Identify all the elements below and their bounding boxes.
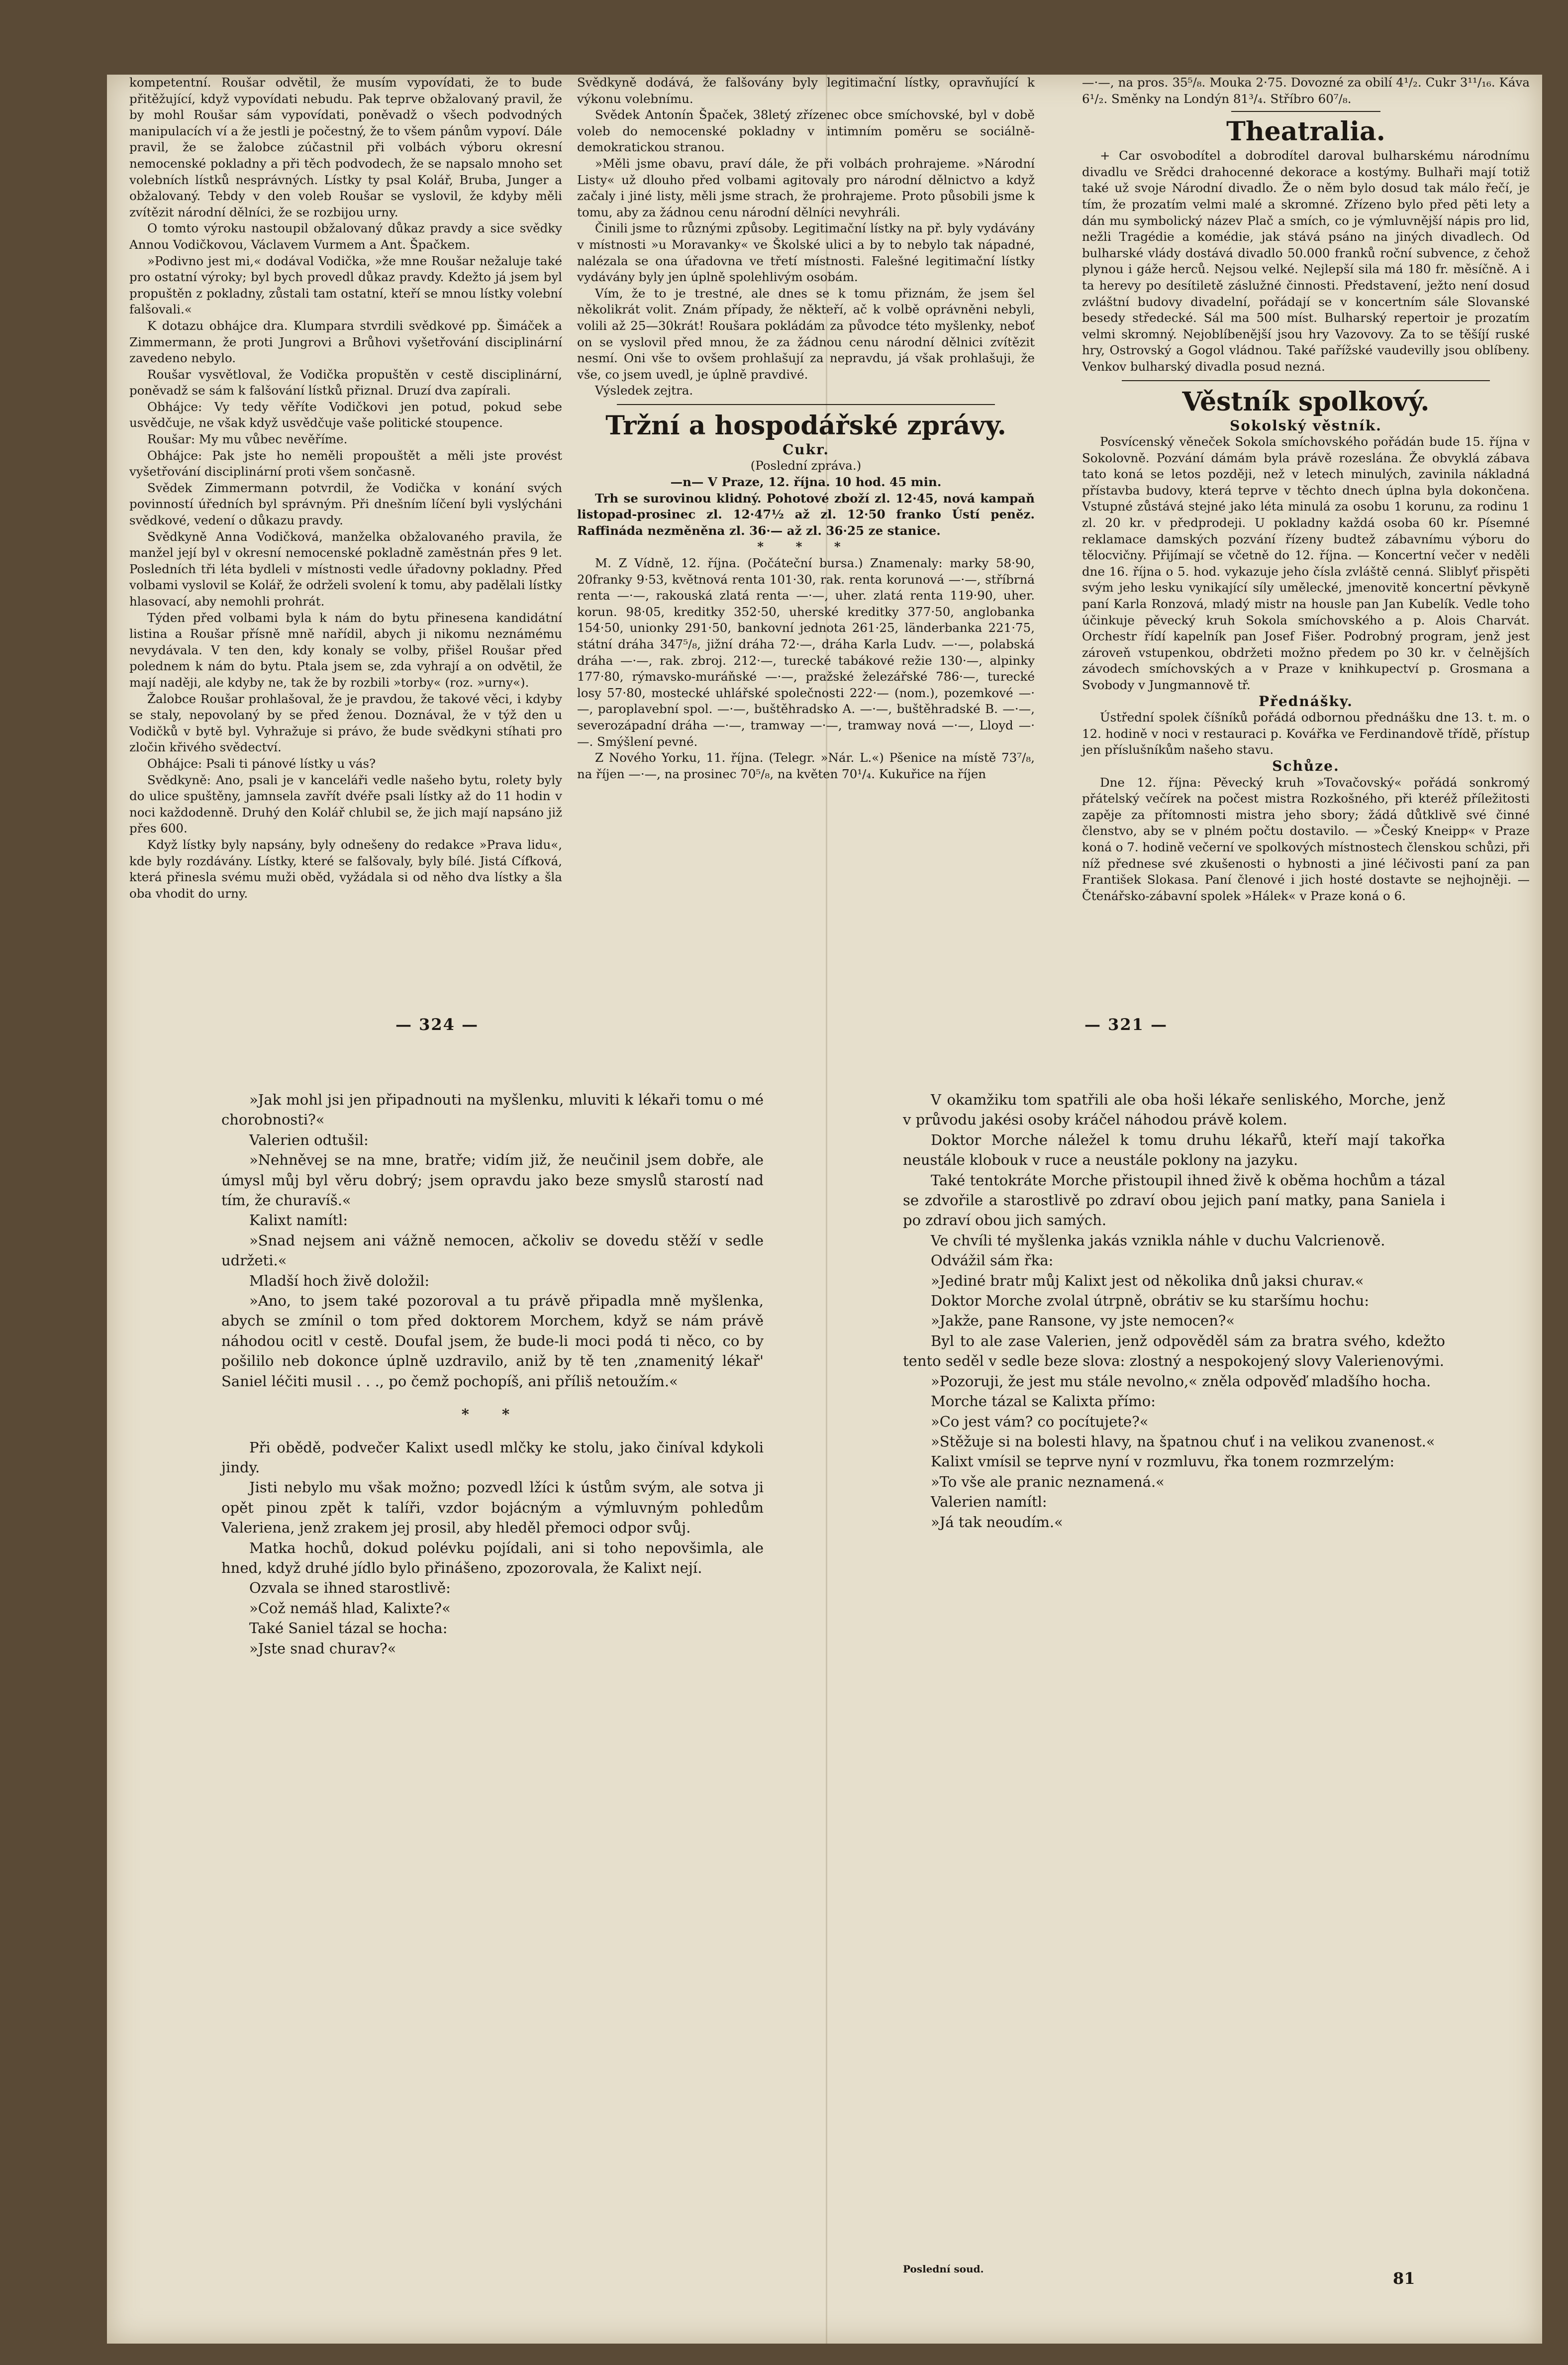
paragraph: Svědkyně Anna Vodičková, manželka obžalovaného pravila, že manžel její byl v okresní nemocenské pokladně zaměstnán přes 9 let. Posledních tři léta bydleli v místnosti vedle úřadovny pokladny. Před volbami vyslovil se Kolář, že održeli svolení k tomu, aby padělali lístky hlasovací, aby nemohli prohrát.: [129, 529, 563, 609]
sugar-dateline: —n— V Praze, 12. října. 10 hod. 45 min.: [670, 475, 942, 490]
story-paragraph: »Jediné bratr můj Kalixt jest od několika dnů jaksi churav.«: [931, 1272, 1364, 1289]
paragraph: »Měli jsme obavu, praví dále, že při volbách prohrajeme. »Národní Listy« už dlouho před volbami agitovaly pro národní dělnictvo a když začaly i jiné listy, měli jsme strach, že prohrajeme. Proto působili jsme k tomu, aby za žádnou cenu národní dělníci nevyhráli.: [577, 156, 1035, 219]
section-heading: Tržní a hospodářské zprávy.: [605, 410, 1006, 441]
story-paragraph: Také Saniel tázal se hocha:: [249, 1620, 448, 1637]
vienna-exchange: M. Z Vídně, 12. října. (Počáteční bursa.) Znamenaly: marky 58·90, 20franky 9·53, květnová renta 101·30, rak. renta korunová —·—, stříbrná renta —·—, rakouská zlatá renta —·—, uher. zlatá renta 119·90, uher. korun. 98·05, kreditky 352·50, uherské kreditky 377·50, anglobanka 154·50, unionky 291·50, bankovní jednota 261·25, länderbanka 221·75, státní dráha 347⁵/₈, jižní dráha 72·—, dráha Karla Ludv. —·—, polabská dráha —·—, rak. zbroj. 212·—, turecké tabákové režie 130·—, alpinky 177·80, rýmavsko-muráňské —·—, pražské železářské 786·—, turecké losy 57·80, mostecké uhlářské společnosti 222·— (nom.), pozemkové —·—, paroplavební spol. —·—, buštěhradsko A. —·—, buštěhradské B. —·—, severozápadní dráha —·—, tramway —·—, tramway nová —·—, Lloyd —·—. Smýšlení pevné.: [577, 556, 1035, 749]
paragraph: Obhájce: Vy tedy věříte Vodičkovi jen potud, pokud sebe usvědčuje, ne však když usvědčuje vaše politické stoupence.: [129, 399, 562, 430]
theatre-text: + Car osvobodítel a dobrodítel daroval bulharskému národnímu divadlu ve Srědci drahocenné dekorace a kostýmy. Bulhaři mají totiž také už svoje Národní divadlo. Že o něm bylo dosud tak málo řečí, je tím, že prozatím velmi malé a skromné. Zřízeno bylo před pěti lety a dán mu symbolický název Plač a smích, co je výmluvnější nápis pro lid, nežli Tragédie a komédie, jak stává psáno na jiných divadlech. Od bulharské vlády dostává divadlo 50.000 franků roční subvence, z čehož plynou i gáže herců. Nejsou velké. Nejlepší sila má 180 fr. měsíčně. A i ta herevy po desítiletě záslužné činnosti. Představení, ježto není dosud zvláštní budovy divadelní, pořádají se v koncertním sále Slovanské besedy středecké. Sál ma 500 míst. Bulharský repertoir je prozatím velmi skromný. Nejoblíbenější jsou hry Vazovovy. Za to se těšíjí ruské hry, Ostrovský a Gogol vládnou. Také pařížské vaudevilly jsou oblíbeny. Venkov bulharský divadla posud nezná.: [1082, 148, 1530, 374]
paragraph: Výsledek zejtra.: [595, 383, 693, 398]
story-paragraph: Při obědě, podvečer Kalixt usedl mlčky ke stolu, jako činíval kdykoli jindy.: [221, 1439, 764, 1476]
story-paragraph: Valerien namítl:: [931, 1493, 1047, 1511]
story-paragraph: Jisti nebylo mu však možno; pozvedl lžíci k ústům svým, ale sotva ji opět pinou zpět k talíři, vzdor bojácným a výmluvným pohledům Valeriena, jenž zrakem jej prosil, aby hleděl přemoci odpor svůj.: [221, 1479, 764, 1537]
story-paragraph: Mladší hoch živě doložil:: [249, 1272, 430, 1289]
story-paragraph: Matka hochů, dokud polévku pojídali, ani si toho nepovšimla, ale hned, když druhé jídlo bylo přinášeno, zpozorovala, že Kalixt nejí.: [221, 1539, 764, 1576]
story-paragraph: Doktor Morche náležel k tomu druhu lékařů, kteří mají takořka neustále klobouk v ruce a neustále poklony na jazyku.: [903, 1131, 1445, 1169]
divider: [1122, 380, 1490, 381]
sugar-report: Trh se surovinou klidný. Pohotové zboží zl. 12·45, nová kampaň listopad-prosinec zl. 12·47½ až zl. 12·50 franko Ústí peněz. Raffináda nezměněna zl. 36·— až zl. 36·25 ze stanice.: [577, 491, 1035, 538]
paragraph: Svědek Antonín Špaček, 38letý zřízenec obce smíchovské, byl v době voleb do nemocenské pokladny v intimním poměru se sociálně-demokratickou stranou.: [577, 107, 1035, 155]
signature-footer: Poslední soud.: [903, 2263, 984, 2275]
separator-stars: * * *: [757, 539, 855, 554]
divider: [1231, 111, 1380, 112]
paragraph: kompetentní. Roušar odvětil, že musím vypovídati, že to bude přitěžující, když vypovídati nebudu. Pak teprve obžalovaný pravil, že by mohl Roušar sám vypovídati, poněvadž o všech podvodných manipulacích ví a že jestli je počestný, že to všem pánům vypoví. Dále pravil, že se žalobce zúčastnil při volbách výboru okresní nemocenské pokladny a při těch podvodech, že se napsalo mnoho set volebních lístků nesprávných. Lístky ty psal Kolář, Bruba, Junger a obžalovaný. Tebdy v den voleb Roušar se vyslovil, že kdyby měli zvítězit národní dělníci, že se rozbijou urny.: [129, 75, 562, 219]
story-paragraph: Kalixt namítl:: [249, 1212, 348, 1229]
meetings-heading: Schůze.: [1272, 757, 1340, 774]
story-paragraph: Morche tázal se Kalixta přímo:: [931, 1393, 1156, 1410]
newyork-report: Z Nového Yorku, 11. října. (Telegr. »Nár. L.«) Pšenice na místě 73⁷/₈, na říjen —·—, na prosinec 70⁵/₈, na květen 70¹/₄. Kukuřice na říjen: [577, 750, 1035, 781]
newspaper-spread: [107, 75, 1542, 2344]
column-market-reports: [577, 75, 1035, 782]
sheet-number: 81: [1393, 2269, 1415, 2288]
story-paragraph: Také tentokráte Morche přistoupil ihned živě k oběma hochům a tázal se zdvořile a starostlivě po zdraví obou jejich paní matky, pana Saniela i po zdraví obou jich samých.: [903, 1171, 1445, 1229]
story-paragraph: »Jak mohl jsi jen připadnouti na myšlenku, mluviti k lékaři tomu o mé chorobnosti?«: [221, 1091, 764, 1129]
story-left-page: [221, 1090, 764, 1658]
story-paragraph: Ve chvíli té myšlenka jakás vznikla náhle v duchu Valcrienově.: [931, 1232, 1385, 1249]
paragraph: Roušar vysvětloval, že Vodička propuštěn v cestě disciplinární, poněvadž se sám k falšování lístků přiznal. Druzí dva zapírali.: [129, 367, 562, 398]
story-paragraph: Kalixt vmísil se teprve nyní v rozmluvu, řka tonem rozmrzelým:: [931, 1453, 1395, 1470]
paragraph: Týden před volbami byla k nám do bytu přinesena kandidátní listina a Roušar přísně mně nařídil, abych ji nikomu neznámému nevydávala. V ten den, kdy konaly se volby, přišel Roušar před polednem k nám do bytu. Ptala jsem se, zda vyhrají a on odvětil, že mají naději, ale kdyby ne, tak že by rozbili »torby« (roz. »urny«).: [129, 610, 562, 690]
paragraph: Vím, že to je trestné, ale dnes se k tomu přiznám, že jsem šel několikrát volit. Znám případy, že někteří, ač k volbě oprávněni nebyli, volili až 25—30krát! Roušara pokládám za původce této myšlenky, neboť on se vyslovil před mnou, že za žádnou cenu národní dělnici zvítězit nesmí. Oni vše to ovšem prohlašují za nepravdu, já však prohlašuji, že vše, co jsem uvedl, je úplně pravdivé.: [577, 286, 1035, 382]
story-paragraph: »Jste snad churav?«: [249, 1640, 396, 1657]
story-paragraph: Byl to ale zase Valerien, jenž odpověděl sám za bratra svého, kdežto tento seděl v sedle beze slova: zlostný a nespokojený slovy Valerienovými.: [903, 1332, 1445, 1370]
story-paragraph: »Stěžuje si na bolesti hlavy, na špatnou chuť i na velikou zvanenost.«: [931, 1433, 1435, 1450]
paragraph: Roušar: My mu vůbec nevěříme.: [147, 432, 348, 447]
story-paragraph: »Jakže, pane Ransone, vy jste nemocen?«: [931, 1312, 1235, 1330]
sugar-subtitle: (Poslední zpráva.): [750, 458, 862, 473]
story-paragraph: »Pozoruji, že jest mu stále nevolno,« zněla odpověď mladšího hocha.: [931, 1372, 1431, 1390]
paragraph: Obhájce: Pak jste ho neměli propouštět a měli jste provést vyšetřování disciplinární proti všem sončasně.: [129, 448, 562, 479]
story-paragraph: Ozvala se ihned starostlivě:: [249, 1579, 451, 1597]
lectures-text: Ústřední spolek číšníků pořádá odbornou přednášku dne 13. t. m. o 12. hodině v noci v restauraci p. Kovářka ve Ferdinandově třídě, přístup jen příslušníkům našeho stavu.: [1082, 710, 1530, 757]
story-paragraph: Odvážil sám řka:: [931, 1252, 1054, 1269]
vestnik-heading: Věstník spolkový.: [1182, 386, 1430, 417]
paragraph: Žalobce Roušar prohlašoval, že je pravdou, že takové věci, i kdyby se staly, nepovolaný by se před ženou. Doznával, že v týž den u Vodičků v bytě byl. Vyhražuje si právo, že bude svědkyni stíhati pro zločin křivého svědectví.: [129, 691, 562, 755]
paragraph: Činili jsme to různými způsoby. Legitimační lístky na př. byly vydávány v místnosti »u Moravanky« ve Školské ulici a by to nebylo tak nápadné, nalézala se ona úřadovna ve třetí místnosti. Falešné legitimační lístky vydávány byly jen úplně spolehlivým osobám.: [577, 221, 1035, 285]
column-theatre-and-societies: [1082, 75, 1530, 904]
paragraph: »Podivno jest mi,« dodával Vodička, »že mne Roušar nežaluje také pro ostatní výroky; byl bych provedl důkaz pravdy. Kdežto já jsem byl propuštěn z pokladny, zůstali tam ostatní, kteří se mnou lístky volební falšovali.«: [129, 253, 562, 317]
theatre-heading: Theatralia.: [1226, 116, 1385, 147]
story-paragraph: »Nehněvej se na mne, bratře; vidím již, že neučinil jsem dobře, ale úmysl můj byl věru dobrý; jsem opravdu jako beze smyslů starostí nad tím, že churavíš.«: [221, 1151, 764, 1209]
sugar-title: Cukr.: [783, 441, 829, 458]
story-paragraph: »Snad nejsem ani vážně nemocen, ačkoliv se dovedu stěží v sedle udržeti.«: [221, 1232, 764, 1269]
market-continuation: —·—, na pros. 35⁵/₈. Mouka 2·75. Dovozné za obilí 4¹/₂. Cukr 3¹¹/₁₆. Káva 6¹/₂. Směnky na Londýn 81³/₄. Stříbro 60⁷/₈.: [1082, 75, 1530, 106]
divider: [617, 404, 995, 405]
paragraph: K dotazu obhájce dra. Klumpara stvrdili svědkové pp. Šimáček a Zimmermann, že proti Jungrovi a Brůhovi vyšetřování disciplinární zavedeno nebylo.: [129, 318, 562, 366]
story-paragraph: Doktor Morche zvolal útrpně, obrátiv se ku staršímu hochu:: [931, 1292, 1370, 1310]
column-court-report: [129, 75, 562, 902]
story-paragraph: »Co jest vám? co pocítujete?«: [931, 1413, 1149, 1430]
paragraph: Svědek Zimmermann potvrdil, že Vodička v konání svých povinností úředních byl správným. Při dnešním líčení byli vyslýcháni svědkové, vedení o důkazu pravdy.: [129, 480, 562, 528]
story-right-page: [903, 1090, 1445, 1532]
sokol-heading: Sokolský věstník.: [1230, 417, 1382, 434]
lectures-heading: Přednášky.: [1259, 693, 1353, 710]
paragraph: Když lístky byly napsány, byly odnešeny do redakce »Prava lidu«, kde byly rozdávány. Lístky, které se falšovaly, byly bílé. Jistá Cífková, která přinesla svému muži oběd, vyžádala si od něho dva lístky a šla oba vhodit do urny.: [129, 837, 562, 901]
meetings-text: Dne 12. října: Pěvecký kruh »Tovačovský« pořádá sonkromý přátelský večírek na počest mistra Rozkošného, při kteréž příležitosti zapěje za přítomnosti mistra jeho sbory; žádá důtklivě své činné členstvo, aby se v plném počtu dostavilo. — »Český Kneipp« v Praze koná o 7. hodině večerní ve spolkových místnostech členskou schůzi, při níž přednese své zkušenosti o hybnosti a jiné léčivosti paní za pan František Slokasa. Paní členové i jich hosté dostavte se nejhojněji. — Čtenářsko-zábavní spolek »Hálek« v Praze koná o 6.: [1082, 775, 1530, 903]
story-paragraph: V okamžiku tom spatřili ale oba hoši lékaře senliského, Morche, jenž v průvodu jakési osoby kráčel náhodou právě kolem.: [903, 1091, 1445, 1129]
paragraph: Svědkyně: Ano, psali je v kanceláři vedle našeho bytu, rolety byly do ulice spuštěny, jamnsela zavřít dvéře psali lístky až do 11 hodin v noci každodenně. Druhý den Kolář chlubil se, že jich mají napsáno již přes 600.: [129, 772, 562, 836]
story-paragraph: »Což nemáš hlad, Kalixte?«: [249, 1599, 451, 1617]
page-number-right: — 321 —: [1084, 1015, 1168, 1034]
paragraph: Svědkyně dodává, že falšovány byly legitimační lístky, opravňující k výkonu volebnímu.: [577, 75, 1035, 106]
page-number-left: — 324 —: [395, 1015, 479, 1034]
story-paragraph: »To vše ale pranic neznamená.«: [931, 1473, 1165, 1490]
story-paragraph: »Ano, to jsem také pozoroval a tu právě připadla mně myšlenka, abych se zmínil o tom před doktorem Morchem, když se nám právě náhodou ocitl v cestě. Doufal jsem, že bude-li moci podá ti něco, co by pošililo neb dokonce úplně uzdravilo, aniž by tě ten ,znamenitý lékař' Saniel léčiti musil . . ., po čemž pochopíš, ani příliš netoužím.«: [221, 1292, 764, 1390]
paragraph: Obhájce: Psali ti pánové lístky u vás?: [147, 756, 376, 771]
paragraph: O tomto výroku nastoupil obžalovaný důkaz pravdy a sice svědky Annou Vodičkovou, Václavem Vurmem a Ant. Špačkem.: [129, 221, 562, 252]
section-break: * *: [461, 1406, 524, 1423]
story-paragraph: Valerien odtušil:: [249, 1131, 369, 1148]
story-paragraph: »Já tak neoudím.«: [931, 1513, 1063, 1531]
sokol-text: Posvícenský věneček Sokola smíchovského pořádán bude 15. října v Sokolovně. Pozvání dámám byla právě rozeslána. Že obvyklá zábava tato koná se letos později, než v letech minulých, zavinila nákladná přístavba budovy, která teprve v těchto dnech úplna byla dokončena. Vstupné zůstává stejné jako léta minulá za osobu 1 korunu, za rodinu 1 zl. 20 kr. v předprodeji. U pokladny každá osoba 60 kr. Písemné reklamace damských pozvání řízeny budtež zábavnímu výboru do tělocvičny. Přijímají se včetně do 12. října. — Koncertní večer v neděli dne 16. října o 5. hod. vykazuje jeho čísla zvláště cenná. Sliblyť přispěti svým jeho lesku vynikající síly umělecké, jmenovitě koncertní pěvkyně paní Karla Ronzová, mladý mistr na housle pan Jan Kubelík. Vedle toho účinkuje pěvecký kruh Sokola smíchovského a p. Alois Charvát. Orchestr řídí kapelník pan Josef Fišer. Podrobný program, jenž jest zároveň vstupenkou, obdržeti možno předem po 30 kr. v čelnějších závodech smíchovských a v Praze v knihkupectví p. Grosmana a Svobody v Jungmannově tř.: [1082, 434, 1530, 692]
